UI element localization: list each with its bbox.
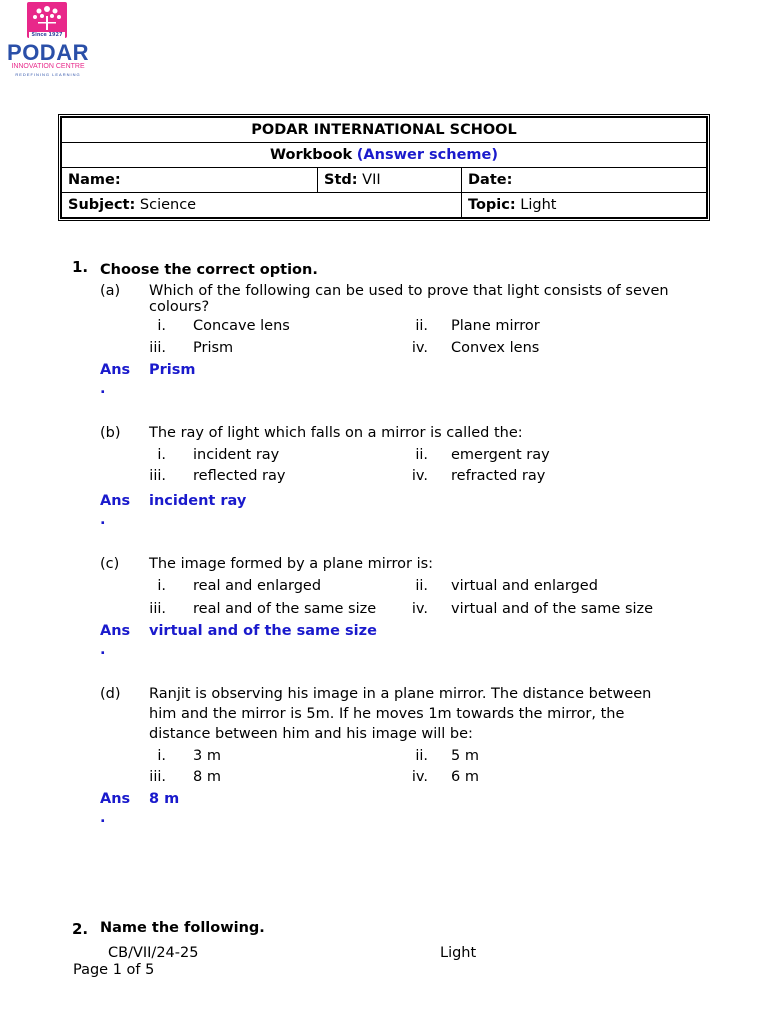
footer-code: CB/VII/24-25 bbox=[108, 945, 199, 961]
std-value: VII bbox=[362, 172, 381, 188]
logo-tagline: REDEFINING LEARNING bbox=[15, 72, 81, 77]
q1c-option-i: real and enlarged bbox=[193, 578, 322, 594]
q1d-option-iii: 8 m bbox=[193, 769, 221, 785]
q1c-num-iv: iv. bbox=[411, 601, 428, 617]
q1a-ans-label: Ans bbox=[100, 362, 131, 378]
q1b-num-iv: iv. bbox=[411, 468, 428, 484]
q1b-option-i: incident ray bbox=[193, 447, 280, 463]
q1-number: 1. bbox=[72, 258, 89, 276]
q1c-option-iv: virtual and of the same size bbox=[451, 601, 654, 617]
q1b-option-iii: reflected ray bbox=[193, 468, 286, 484]
q1c-num-iii: iii. bbox=[149, 601, 166, 617]
q1b-num-iii: iii. bbox=[149, 468, 166, 484]
q1d-text-line2: him and the mirror is 5m. If he moves 1m towards the mirror, the bbox=[149, 706, 625, 722]
logo-subtitle: INNOVATION CENTRE bbox=[11, 63, 85, 70]
q1b-answer: incident ray bbox=[149, 493, 247, 509]
q1b-ans-label: Ans bbox=[100, 493, 131, 509]
q1d-answer: 8 m bbox=[149, 791, 180, 807]
school-logo bbox=[0, 0, 96, 80]
topic-label: Topic: bbox=[468, 197, 516, 213]
q1a-answer: Prism bbox=[149, 362, 196, 378]
footer-topic: Light bbox=[440, 945, 477, 961]
q1c-ans-label: Ans bbox=[100, 623, 131, 639]
q1d-num-iii: iii. bbox=[149, 769, 166, 785]
footer-page: Page 1 of 5 bbox=[73, 962, 155, 978]
workbook-title bbox=[62, 143, 707, 168]
topic-cell bbox=[462, 193, 707, 218]
q1d-num-iv: iv. bbox=[411, 769, 428, 785]
date-cell bbox=[462, 168, 707, 193]
q1d-text-line3: distance between him and his image will be: bbox=[149, 726, 473, 742]
q1c-option-ii: virtual and enlarged bbox=[451, 578, 598, 594]
q1a-option-iv: Convex lens bbox=[451, 340, 540, 356]
topic-value: Light bbox=[520, 197, 557, 213]
q1d-text-line1: Ranjit is observing his image in a plane mirror. The distance between bbox=[149, 686, 652, 702]
q1d-option-ii: 5 m bbox=[451, 748, 479, 764]
q1c-answer: virtual and of the same size bbox=[149, 623, 377, 639]
q1a-option-iii: Prism bbox=[193, 340, 234, 356]
q1d-ans-label: Ans bbox=[100, 791, 131, 807]
q1b-num-ii: ii. bbox=[415, 447, 428, 463]
q1a-num-ii: ii. bbox=[415, 318, 428, 334]
q1a-option-ii: Plane mirror bbox=[451, 318, 540, 334]
q1c-label: (c) bbox=[100, 556, 120, 572]
q1d-ans-dot: . bbox=[100, 810, 106, 826]
subject-value: Science bbox=[139, 197, 197, 213]
q1a-num-iii: iii. bbox=[149, 340, 166, 356]
q1a-num-i: i. bbox=[157, 318, 166, 334]
q1d-num-ii: ii. bbox=[415, 748, 428, 764]
q2-title: Name the following. bbox=[100, 920, 265, 936]
q1b-ans-dot: . bbox=[100, 512, 106, 528]
logo-since-badge: Since 1927 bbox=[29, 32, 65, 39]
q1b-option-ii: emergent ray bbox=[451, 447, 550, 463]
q2-number: 2. bbox=[72, 920, 89, 938]
q1a-option-i: Concave lens bbox=[193, 318, 290, 334]
q1-title: Choose the correct option. bbox=[100, 262, 318, 278]
q1d-label: (d) bbox=[100, 686, 121, 702]
name-label: Name: bbox=[68, 172, 121, 188]
q1b-num-i: i. bbox=[157, 447, 166, 463]
q1a-label: (a) bbox=[100, 283, 121, 299]
std-label: Std: bbox=[324, 172, 358, 188]
header-table bbox=[58, 114, 710, 221]
q1d-num-i: i. bbox=[157, 748, 166, 764]
answer-scheme-label: (Answer scheme) bbox=[356, 147, 498, 163]
q1a-text: Which of the following can be used to prove that light consists of seven colours? bbox=[149, 283, 669, 315]
logo-brand: PODAR bbox=[7, 40, 89, 65]
subject-label: Subject: bbox=[68, 197, 136, 213]
q1d-option-i: 3 m bbox=[193, 748, 221, 764]
q1c-option-iii: real and of the same size bbox=[193, 601, 377, 617]
q1b-label: (b) bbox=[100, 425, 121, 441]
q1c-num-ii: ii. bbox=[415, 578, 428, 594]
school-name: PODAR INTERNATIONAL SCHOOL bbox=[62, 118, 707, 143]
workbook-label: Workbook bbox=[270, 147, 353, 163]
q1d-option-iv: 6 m bbox=[451, 769, 479, 785]
q1c-text: The image formed by a plane mirror is: bbox=[149, 556, 434, 572]
q1c-ans-dot: . bbox=[100, 642, 106, 658]
name-cell bbox=[62, 168, 318, 193]
subject-cell bbox=[62, 193, 462, 218]
q1a-num-iv: iv. bbox=[411, 340, 428, 356]
q1b-option-iv: refracted ray bbox=[451, 468, 546, 484]
std-cell bbox=[318, 168, 462, 193]
q1a-ans-dot: . bbox=[100, 381, 106, 397]
q1c-num-i: i. bbox=[157, 578, 166, 594]
q1b-text: The ray of light which falls on a mirror is called the: bbox=[149, 425, 523, 441]
date-label: Date: bbox=[468, 172, 513, 188]
